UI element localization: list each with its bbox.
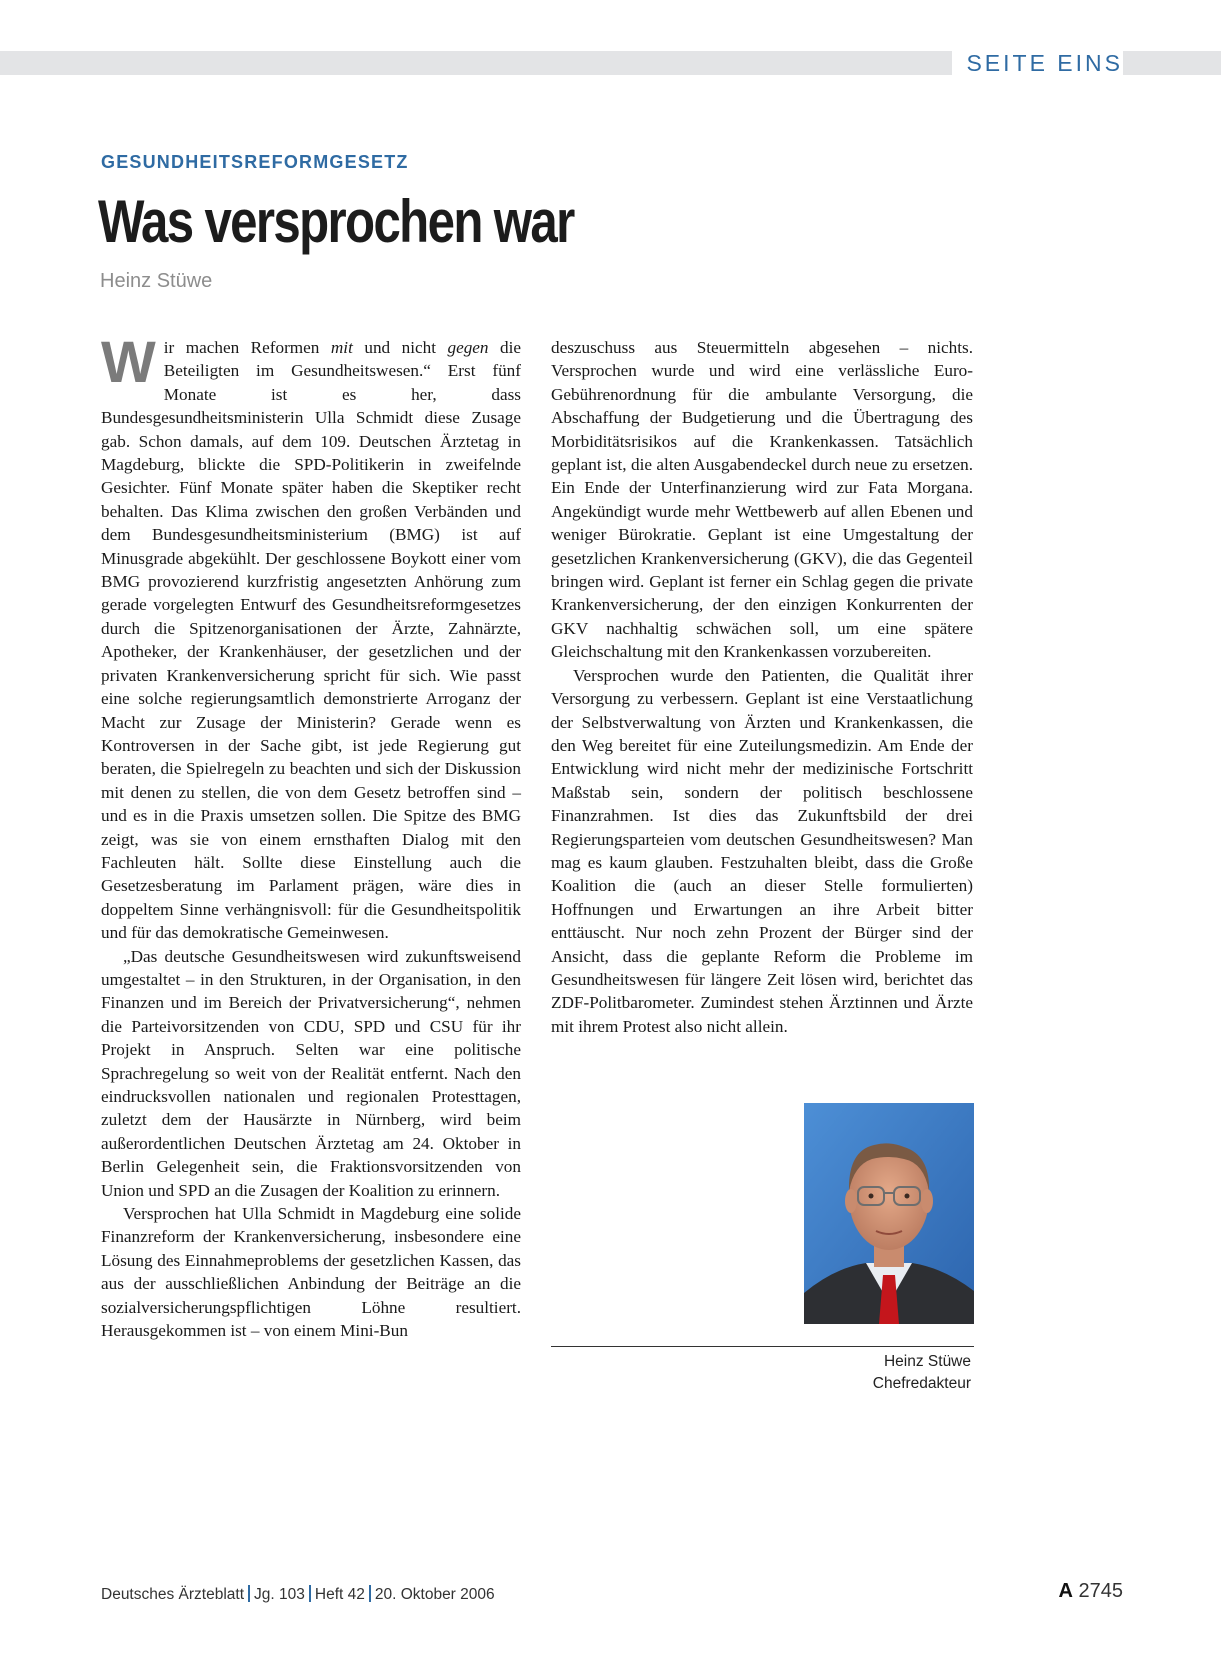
- article-column-left: [101, 330, 521, 1342]
- paragraph-1: Wir machen Reformen mit und nicht gegen die Beteiligten im Gesundheitswesen.“ Erst fünf Monate ist es her, dass Bundesgesundheitsministerin Ulla Schmidt diese Zusage gab. Schon damals, auf dem 109. Deutschen Ärztetag in Magdeburg, blickte die SPD-Politikerin in zweifelnde Gesichter. Fünf Monate später haben die Skeptiker recht behalten. Das Klima zwischen den großen Verbänden und dem Bundesgesundheitsministerium (BMG) ist auf Minusgrade abgekühlt. Der geschlossene Boykott einer vom BMG provozierend kurzfristig angesetzten Anhörung zum gerade vorgelegten Entwurf des Gesundheitsreformgesetzes durch die Spitzenorganisationen der Ärzte, Zahnärzte, Apotheker, der Krankenhäuser, der gesetzlichen und der privaten Krankenversicherung spricht für sich. Wie passt eine solche regierungsamtlich demonstrierte Arroganz der Macht zur Zusage der Ministerin? Gerade wenn es Kontroversen in der Sache gibt, ist jede Regierung gut beraten, die Spielregeln zu beachten und sich der Diskussion mit denen zu stellen, die von dem Gesetz betroffen sind – und es in die Praxis umsetzen sollen. Die Spitze des BMG zeigt, was sie von einem ernsthaften Dialog mit den Fachleuten hält. Sollte diese Einstellung auch die Gesetzesberatung im Parlament prägen, wäre dies in doppeltem Sinne verhängnisvoll: für die Gesundheitspolitik und für das demokratische Gemeinwesen.: [101, 330, 521, 943]
- caption-rule: [551, 1346, 974, 1347]
- portrait-image: [804, 1103, 974, 1324]
- caption-role: Chefredakteur: [872, 1375, 971, 1392]
- footer-separator: [309, 1585, 311, 1602]
- footer-date: 20. Oktober 2006: [374, 1586, 495, 1603]
- footer-separator: [248, 1585, 250, 1602]
- photo-caption: [873, 1351, 971, 1395]
- article-column-right: [551, 336, 973, 1038]
- footer-journal: Deutsches Ärzteblatt: [101, 1586, 245, 1603]
- footer-issue: Heft 42: [314, 1586, 365, 1603]
- article-kicker: GESUNDHEITSREFORMGESETZ: [101, 152, 409, 172]
- section-label: SEITE EINS: [952, 47, 1123, 79]
- drop-cap: W: [101, 330, 156, 395]
- paragraph-3: Versprochen hat Ulla Schmidt in Magdeburg eine solide Finanzreform der Krankenversicherung, insbesondere eine Lösung des Einnahmeproblems der gesetzlichen Kassen, das aus der ausschließlichen Anbindung der Beiträge an die sozialversicherungspflichtigen Löhne resultiert. Herausgekommen ist – von einem Mini-Bun: [101, 1204, 521, 1341]
- footer-separator: [369, 1585, 371, 1602]
- page-prefix: A: [1058, 1580, 1073, 1602]
- page-value: 2745: [1078, 1580, 1123, 1602]
- footer-volume: Jg. 103: [254, 1586, 305, 1603]
- footer-citation: [101, 1585, 495, 1604]
- article-byline: Heinz Stüwe: [100, 270, 213, 292]
- paragraph-2: „Das deutsche Gesundheitswesen wird zukunftsweisend umgestaltet – in den Strukturen, in der Organisation, in den Finanzen und im Bereich der Privatversicherung“, nehmen die Parteivorsitzenden von CDU, SPD und CSU für ihr Projekt in Anspruch. Selten war eine politische Sprachregelung so weit von der Realität entfernt. Nach den eindrucksvollen nationalen und regionalen Protesttagen, zuletzt dem der Hausärzte in Nürnberg, wird beim außerordentlichen Deutschen Ärztetag am 24. Oktober in Berlin Gelegenheit sein, die Fraktionsvorsitzenden von Union und SPD an die Zusagen der Koalition zu erinnern.: [101, 946, 521, 1200]
- caption-name: Heinz Stüwe: [883, 1353, 971, 1370]
- author-portrait: [804, 1103, 974, 1324]
- paragraph-4: Versprochen wurde den Patienten, die Qualität ihrer Versorgung zu verbessern. Geplant ist eine Verstaatlichung der Selbstverwaltung von Ärzten und Krankenkassen, die den Weg bereitet für eine Zuteilungsmedizin. Am Ende der Entwicklung wird nicht mehr der medizinische Fortschritt Maßstab sein, sondern der politisch beschlossene Finanzrahmen. Ist dies das Zukunftsbild der drei Regierungsparteien vom deutschen Gesundheitswesen? Man mag es kaum glauben. Festzuhalten bleibt, dass die Große Koalition die (auch an dieser Stelle formulierten) Hoffnungen und Erwartungen an ihre Arbeit bitter enttäuscht. Nur noch zehn Prozent der Bürger sind der Ansicht, dass die geplante Reform die Probleme im Gesundheitswesen für längere Zeit lösen wird, berichtet das ZDF-Politbarometer. Zumindest stehen Ärztinnen und Ärzte mit ihrem Protest also nicht allein.: [551, 665, 973, 1036]
- article-title: Was versprochen war: [98, 188, 574, 255]
- paragraph-3-continued: deszuschuss aus Steuermitteln abgesehen – nichts. Versprochen wurde und wird eine verlässliche Euro-Gebührenordnung für die ambulante Versorgung, die Abschaffung der Budgetierung und die Übertragung des Morbiditätsrisikos auf die Krankenkassen. Tatsächlich geplant ist, die alten Ausgabendeckel durch neue zu ersetzen. Ein Ende der Unterfinanzierung wird zur Fata Morgana. Angekündigt wurde mehr Wettbewerb auf allen Ebenen und weniger Bürokratie. Geplant ist eine Umgestaltung der gesetzlichen Krankenversicherung (GKV), die das Gegenteil bringen wird. Geplant ist ferner ein Schlag gegen die private Krankenversicherung, der den einzigen Konkurrenten der GKV nachhaltig schwächen soll, um eine spätere Gleichschaltung mit den Krankenkassen vorzubereiten.: [551, 338, 973, 662]
- page-number: [1058, 1580, 1123, 1603]
